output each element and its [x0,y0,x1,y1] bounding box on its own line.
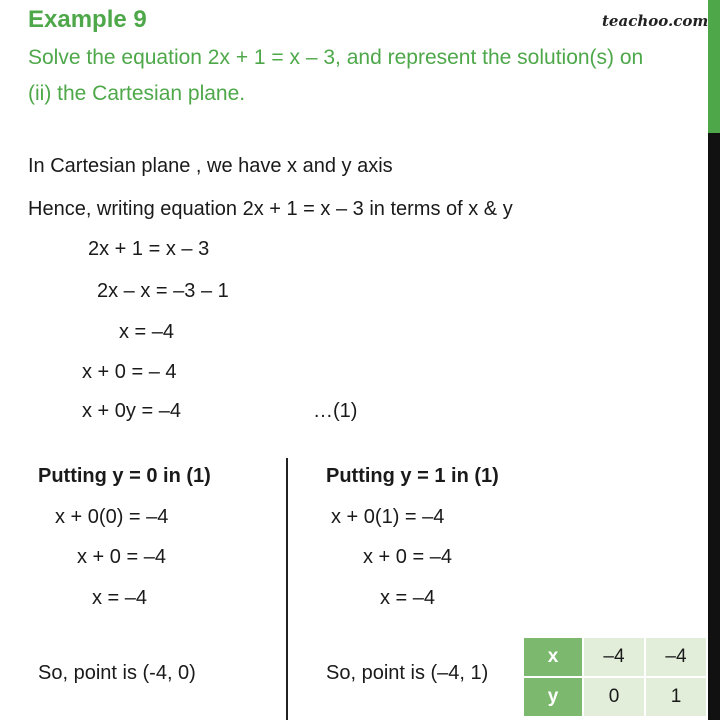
teachoo-logo: teachoo.com [602,12,709,30]
y-value-cell: 1 [645,677,707,717]
table-row [523,637,707,677]
left-step: x = –4 [92,587,148,609]
question-line-1: Solve the equation 2x + 1 = x – 3, and represent the solution(s) on [28,46,644,69]
example-title: Example 9 [28,6,147,33]
x-value-cell: –4 [583,637,645,677]
points-table [522,636,708,718]
left-step: x + 0 = –4 [77,546,166,568]
question-line-2: (ii) the Cartesian plane. [28,82,246,105]
right-step: x = –4 [380,587,436,609]
left-step: x + 0(0) = –4 [55,506,169,528]
x-header-cell: x [523,637,583,677]
equation-reference: …(1) [313,400,358,422]
intro-line-2: Hence, writing equation 2x + 1 = x – 3 in terms of x & y [28,198,513,220]
y-header-cell: y [523,677,583,717]
step-line: 2x + 1 = x – 3 [88,238,210,260]
step-line: x + 0y = –4 [82,400,181,422]
side-accent-green [708,0,720,133]
right-step: x + 0(1) = –4 [331,506,445,528]
step-line: 2x – x = –3 – 1 [97,280,229,302]
x-value-cell: –4 [645,637,707,677]
table-row [523,677,707,717]
left-conclusion: So, point is (-4, 0) [38,662,196,684]
step-line: x = –4 [119,321,175,343]
intro-line-1: In Cartesian plane , we have x and y axis [28,155,393,177]
y-value-cell: 0 [583,677,645,717]
side-accent-black [708,133,720,720]
left-heading: Putting y = 0 in (1) [38,465,211,487]
column-divider [286,458,288,720]
right-heading: Putting y = 1 in (1) [326,465,499,487]
right-step: x + 0 = –4 [363,546,452,568]
right-conclusion: So, point is (–4, 1) [326,662,489,684]
step-line: x + 0 = – 4 [82,361,177,383]
